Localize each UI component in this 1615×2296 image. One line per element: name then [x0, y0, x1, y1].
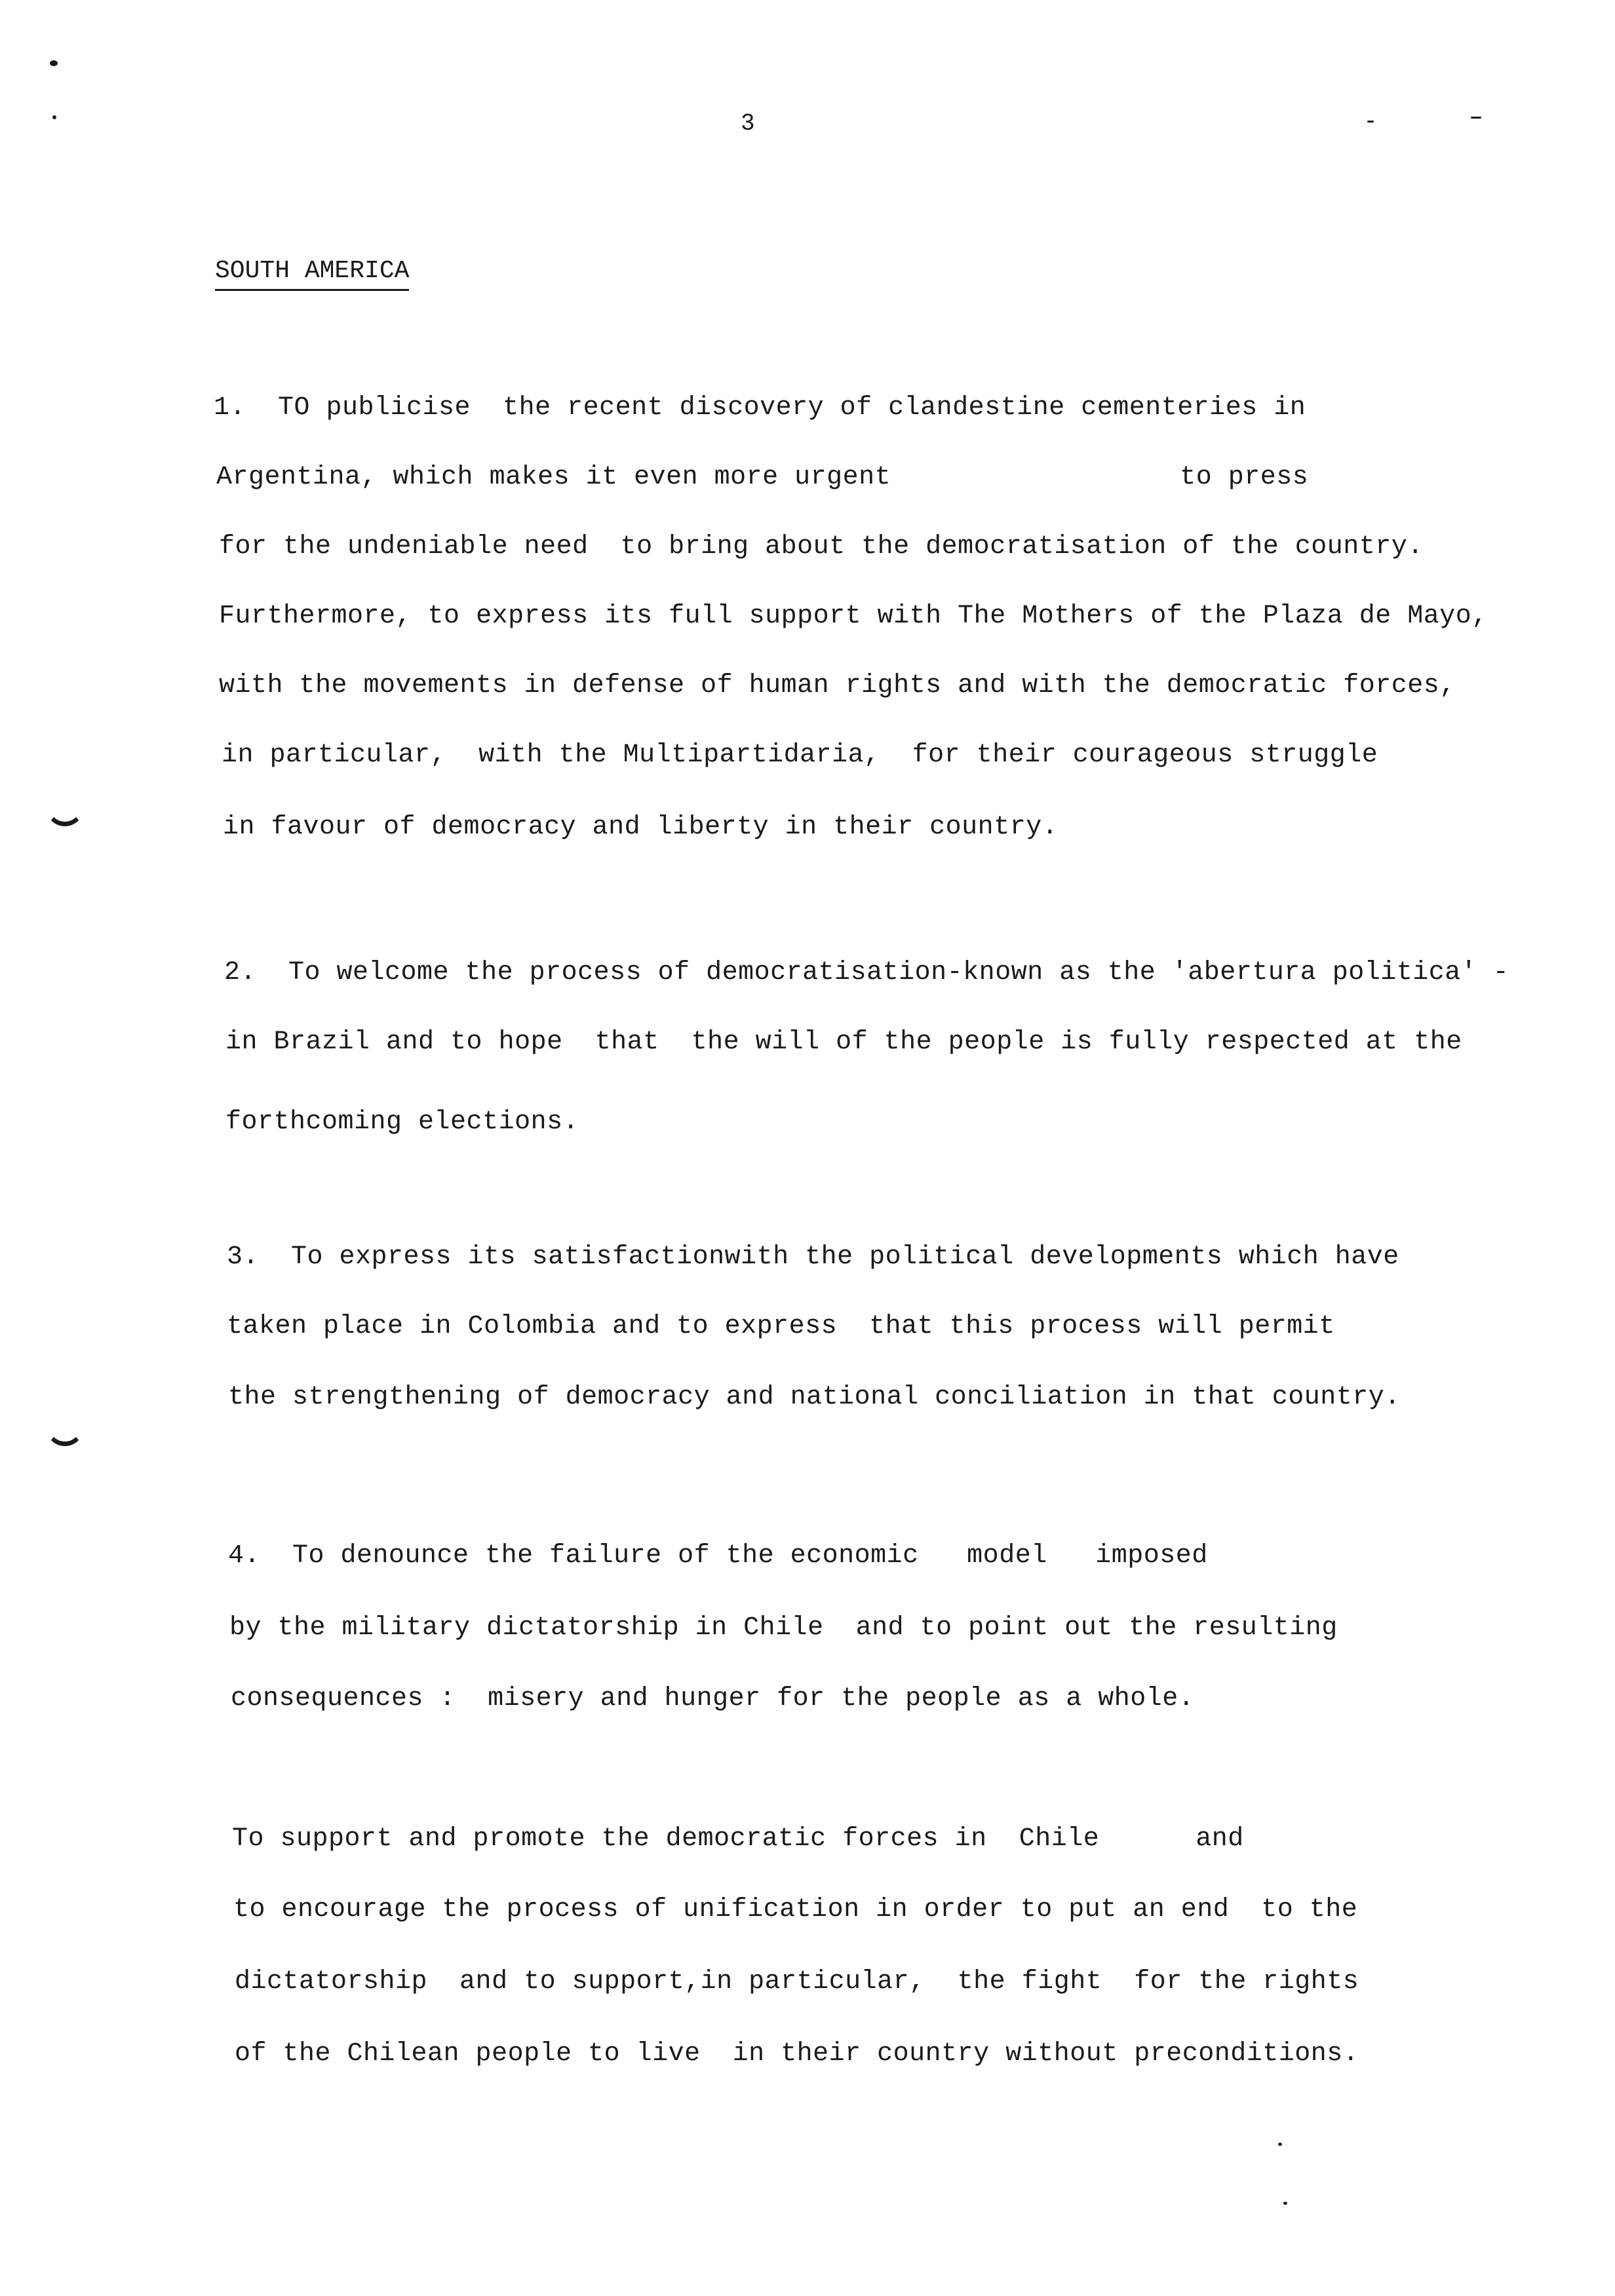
text-line: in favour of democracy and liberty in their country. [223, 813, 1059, 842]
section-heading: SOUTH AMERICA [215, 257, 409, 291]
text-line: of the Chilean people to live in their country without preconditions. [235, 2039, 1359, 2069]
text-line: 3. To express its satisfactionwith the political developments which have [227, 1242, 1399, 1272]
text-line: Argentina, which makes it even more urgent to press [216, 463, 1309, 492]
text-line: by the military dictatorship in Chile and to point out the resulting [229, 1613, 1338, 1643]
scan-speck [52, 115, 56, 119]
text-line: in Brazil and to hope that the will of the people is fully respected at the [225, 1027, 1462, 1057]
text-line: dictatorship and to support,in particular, the fight for the rights [235, 1967, 1359, 1997]
text-line: the strengthening of democracy and national conciliation in that country. [228, 1383, 1401, 1412]
text-line: consequences : misery and hunger for the people as a whole. [231, 1684, 1195, 1713]
text-line: forthcoming elections. [225, 1107, 579, 1137]
margin-check-mark [46, 1427, 84, 1446]
text-line: 4. To denounce the failure of the economic model imposed [228, 1541, 1208, 1571]
scan-speck [1471, 117, 1481, 119]
text-line: 1. TO publicise the recent discovery of clandestine cementeries in [214, 393, 1306, 423]
scan-speck [50, 60, 58, 66]
scan-speck [1283, 2202, 1287, 2205]
text-line: with the movements in defense of human rights and with the democratic forces, [219, 671, 1456, 700]
text-line: To support and promote the democratic forces in Chile and [232, 1824, 1244, 1854]
text-line: 2. To welcome the process of democratisation-known as the 'abertura politica' - [224, 958, 1509, 987]
margin-check-mark [46, 807, 84, 826]
text-line: for the undeniable need to bring about the democratisation of the country. [219, 532, 1424, 562]
scan-speck [1278, 2143, 1282, 2146]
text-line: taken place in Colombia and to express that this process will permit [227, 1312, 1335, 1341]
page-number: 3 [741, 110, 755, 137]
text-line: Furthermore, to express its full support with The Mothers of the Plaza de Mayo, [219, 602, 1488, 631]
text-line: to encourage the process of unification in order to put an end to the [233, 1895, 1358, 1924]
scan-speck [1367, 121, 1374, 123]
text-line: in particular, with the Multipartidaria, for their courageous struggle [222, 740, 1378, 770]
